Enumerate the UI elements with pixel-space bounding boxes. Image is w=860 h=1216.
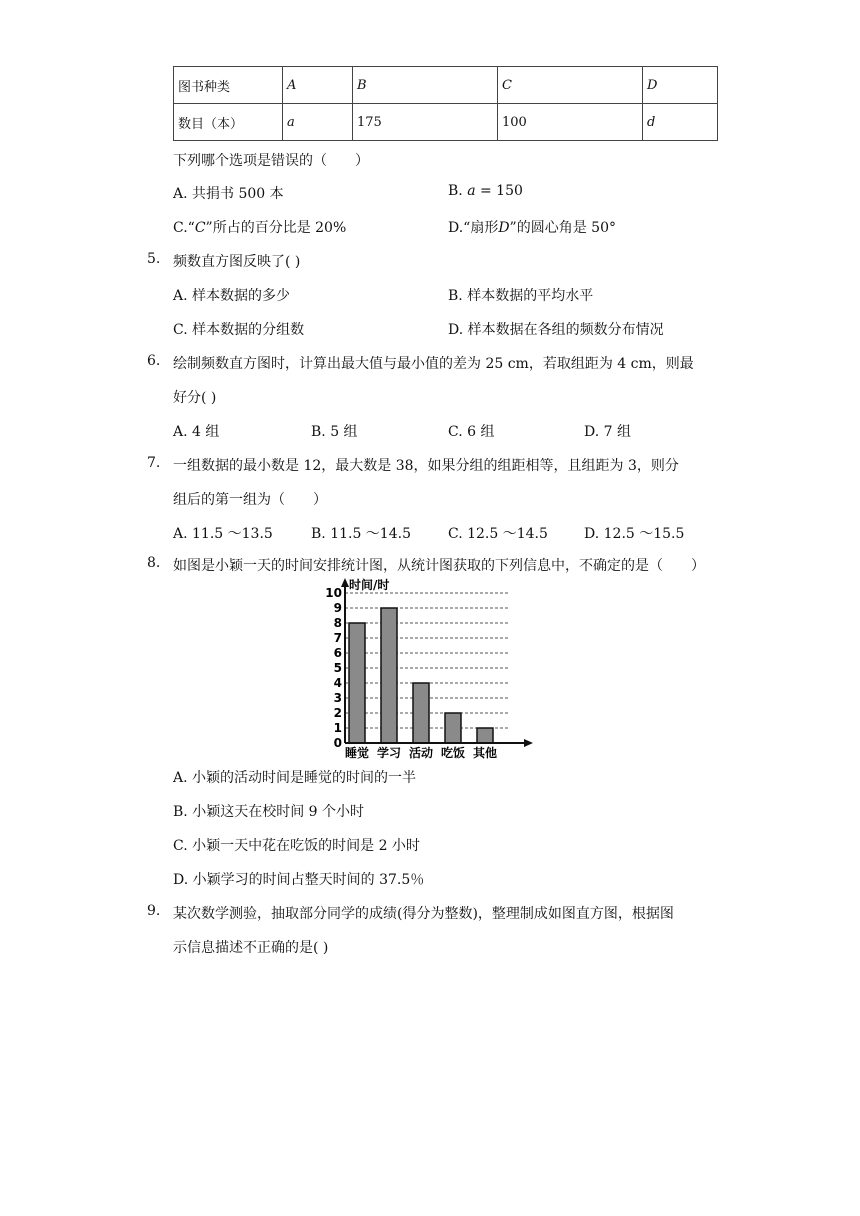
table-row — [174, 67, 718, 104]
q6-option-a: A. 4 组 — [173, 424, 220, 440]
bar-4 — [445, 713, 461, 743]
q6-option-c: C. 6 组 — [448, 424, 495, 440]
table-type-d: D — [642, 67, 717, 104]
table-type-b: B — [352, 67, 497, 104]
time-bar-chart — [325, 578, 535, 763]
table-value-a: a — [283, 104, 353, 141]
table-value-d: d — [642, 104, 717, 141]
q5-option-b: B. 样本数据的平均水平 — [448, 288, 594, 304]
bar-2 — [381, 608, 397, 743]
x-tick-label: 睡觉 — [344, 746, 370, 760]
y-tick-label: 6 — [333, 646, 342, 660]
q6-stem-line2: 好分( ) — [173, 390, 217, 406]
y-tick-label: 0 — [333, 736, 342, 750]
x-tick-label: 学习 — [376, 746, 402, 760]
table-row-label: 数目（本） — [174, 104, 283, 141]
q9-number: 9. — [147, 903, 161, 919]
q7-option-b: B. 11.5 ～14.5 — [311, 526, 411, 542]
bar-3 — [413, 683, 429, 743]
q7-stem-line2: 组后的第一组为（ ） — [173, 492, 327, 508]
y-axis-label: 时间/时 — [349, 578, 390, 592]
q4-option-d: D.“扇形𝐷”的圆心角是 50° — [448, 220, 616, 236]
q8-stem: 如图是小颖一天的时间安排统计图，从统计图获取的下列信息中，不确定的是（ ） — [173, 558, 705, 574]
y-tick-label: 2 — [333, 706, 342, 720]
y-tick-label: 10 — [325, 586, 342, 600]
y-tick-label: 3 — [333, 691, 342, 705]
book-table — [173, 66, 718, 141]
q8-option-d: D. 小颖学习的时间占整天时间的 37.5％ — [173, 872, 425, 888]
x-axis-arrow — [524, 739, 533, 747]
bar-5 — [477, 728, 493, 743]
x-tick-label: 活动 — [408, 746, 434, 760]
q7-stem-line1: 一组数据的最小数是 12，最大数是 38，如果分组的组距相等，且组距为 3，则分 — [173, 458, 679, 474]
q5-option-c: C. 样本数据的分组数 — [173, 322, 305, 338]
table-row — [174, 104, 718, 141]
table-header-label: 图书种类 — [174, 67, 283, 104]
y-tick-label: 9 — [333, 601, 342, 615]
q4-option-c: C.“𝐶”所占的百分比是 20% — [173, 220, 347, 236]
y-tick-label: 7 — [333, 631, 342, 645]
y-tick-label: 5 — [333, 661, 342, 675]
q4-stem: 下列哪个选项是错误的（ ） — [173, 153, 369, 169]
q4-option-a: A. 共捐书 500 本 — [173, 186, 284, 202]
q8-option-c: C. 小颖一天中花在吃饭的时间是 2 小时 — [173, 838, 420, 854]
q6-option-d: D. 7 组 — [584, 424, 631, 440]
table-value-b: 175 — [352, 104, 497, 141]
q5-option-d: D. 样本数据在各组的频数分布情况 — [448, 322, 664, 338]
y-axis-arrow — [341, 578, 349, 587]
y-tick-label: 4 — [333, 676, 342, 690]
x-tick-label: 其他 — [472, 746, 498, 760]
q9-stem-line1: 某次数学测验，抽取部分同学的成绩(得分为整数)，整理制成如图直方图，根据图 — [173, 906, 674, 922]
q9-stem-line2: 示信息描述不正确的是( ) — [173, 940, 329, 956]
q6-stem-line1: 绘制频数直方图时，计算出最大值与最小值的差为 25 cm，若取组距为 4 cm，则最 — [173, 356, 694, 372]
q7-option-a: A. 11.5 ～13.5 — [173, 526, 273, 542]
q8-number: 8. — [147, 555, 161, 571]
q6-option-b: B. 5 组 — [311, 424, 358, 440]
bar-1 — [349, 623, 365, 743]
table-type-c: C — [497, 67, 642, 104]
q5-stem: 频数直方图反映了( ) — [173, 254, 301, 270]
table-type-a: A — [283, 67, 353, 104]
q5-option-a: A. 样本数据的多少 — [173, 288, 291, 304]
table-value-c: 100 — [497, 104, 642, 141]
q7-option-d: D. 12.5 ～15.5 — [584, 526, 685, 542]
q7-option-c: C. 12.5 ～14.5 — [448, 526, 548, 542]
q6-number: 6. — [147, 353, 161, 369]
q8-option-b: B. 小颖这天在校时间 9 个小时 — [173, 804, 364, 820]
q7-number: 7. — [147, 455, 161, 471]
x-tick-label: 吃饭 — [440, 746, 466, 760]
q5-number: 5. — [147, 251, 161, 267]
y-tick-label: 1 — [333, 721, 342, 735]
q8-option-a: A. 小颖的活动时间是睡觉的时间的一半 — [173, 770, 417, 786]
y-tick-label: 8 — [333, 616, 342, 630]
q4-option-b: B. 𝑎 = 150 — [448, 183, 523, 199]
